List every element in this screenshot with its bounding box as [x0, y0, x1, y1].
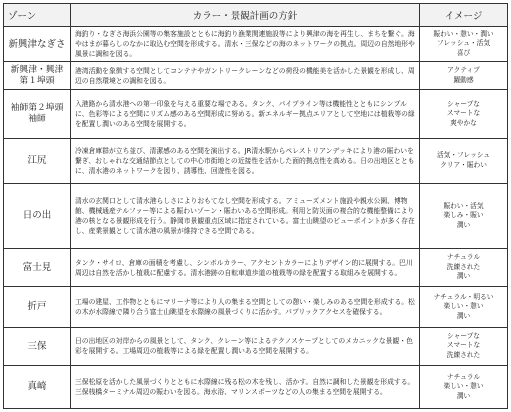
image-cell — [420, 138, 508, 183]
policy-cell: 三保松原を活かした風景づくりとともに水際線に残る松の木を残し、活かす。自然に調和した景観を形成する。三保桟橋ターミナル周辺の賑わいを図る。海水浴、マリンスポーツなどの人の集まる空間を展開する。 — [71, 365, 420, 408]
zone-name: 三保 — [27, 340, 47, 352]
policy-cell: 工場の建屋、工作物とともにマリーナ等により人の集まる空間としての憩い・楽しみのある空間を形成する。松の木が水際線で隣り合う富士山眺望を水際線の風景づくりに活かす。パブリックアクセスを確保する。 — [71, 287, 420, 327]
zone-policy-table — [3, 3, 508, 409]
policy-cell: 冷凍倉庫群が立ち並び、清潔感のある空間を演出する。JR清水駅からペレストリアンデッキにより港の賑わいを繋ぎ、おしゃれな交通結節点としての中心市街地との近接性を活かした面的拠点性を高める。日の出地区とともに、清水港のネットワークを図り、誘導性、回遊性を図る。 — [71, 138, 420, 183]
image-keyword: 楽しみ・賑い — [443, 211, 484, 220]
image-cell — [420, 249, 508, 287]
zone-cell — [4, 90, 71, 138]
table-row — [4, 138, 508, 183]
table-row — [4, 183, 508, 248]
image-keyword: ナチュラル — [446, 253, 481, 262]
image-keyword: 洗練された — [446, 350, 481, 359]
zone-name: 真崎 — [27, 381, 47, 393]
policy-cell: 海釣り・なぎさ海浜公園等の集客施設とともに海釣り漁業関連施設等により興津の海を再生し、まちを繋ぐ。海やはまが暮らしのなかに取込む空間を形成する。清水・三保などの海のネットワークの拠点。周辺の自然地形や風景に調和を図る。 — [71, 27, 420, 62]
zone-cell — [4, 287, 71, 327]
image-keyword: クリア・賑わい — [440, 160, 487, 169]
image-keyword: スマートな — [446, 109, 481, 118]
zone-name: 袖師第２埠頭 — [10, 102, 64, 113]
header-image: イメージ — [420, 4, 508, 27]
image-keyword: 潤い — [456, 311, 471, 320]
image-keyword: シャープな — [447, 99, 480, 108]
image-keyword: 賑わい・憩い・潤い — [433, 29, 494, 38]
table-row — [4, 365, 508, 408]
zone-name: 袖師 — [28, 113, 46, 124]
table-row — [4, 327, 508, 365]
table-body — [4, 27, 508, 409]
image-keyword: 楽しい・憩い — [443, 302, 484, 311]
policy-cell: 港湾活動を象徴する空間としてコンテナやガントリークレーンなどの荷役の機能美を活かした景観を形成し、周辺の自然環境との調和を図る。 — [71, 62, 420, 90]
table-row — [4, 62, 508, 90]
image-keyword: シャープな — [447, 331, 480, 340]
table-row — [4, 27, 508, 62]
image-keyword: アクティブ — [447, 66, 480, 75]
image-cell — [420, 365, 508, 408]
zone-cell — [4, 62, 71, 90]
zone-cell — [4, 365, 71, 408]
policy-cell: 入港路から清水港への第一印象を与える重要な場である。タンク、パイプライン等は機能性とともにシンプルに、色彩等による空間にリズム感のある空間形成に努める。新エネルギー拠点エリアとして空地には植栽等の緑を配置し潤いのある空間を展開する。 — [71, 90, 420, 138]
table-row — [4, 249, 508, 287]
image-keyword: 楽しい・憩い — [443, 382, 484, 391]
image-keyword: 潤い — [456, 220, 471, 229]
zone-name: 第１埠頭 — [19, 75, 55, 86]
zone-cell — [4, 249, 71, 287]
header-policy: カラー・景観計画の方針 — [71, 4, 420, 27]
image-keyword: ナチュラル・明るい — [433, 292, 494, 301]
zone-cell — [4, 138, 71, 183]
zone-name: 富士見 — [22, 262, 52, 274]
table-row — [4, 287, 508, 327]
policy-cell: 清水の玄関口として清水港らしさによりおもてなし空間を形成する。アミューズメント施設や親水公園、博物館、機械通産テルファー等による賑わいゾーン・賑わいある空間形成。利用と防災面の複合的な機能整備により港の核となる景観形成を行う。静岡市景観重点区域に指定されている。富士山眺望のビューポイントが多く存在し、産業景観として清水港の風景が維持できる空間である。 — [71, 183, 420, 248]
policy-cell: タンク・サイロ、倉庫の面積を考慮し、シンボルカラー、アクセントカラーによりデザイン的に展開する。巴川周辺は自然を活かし植栽に配慮する。清水港跡の自転車道歩道の植栽等の緑を配置する取組みを展開する。 — [71, 249, 420, 287]
image-cell — [420, 90, 508, 138]
image-cell — [420, 327, 508, 365]
image-cell — [420, 62, 508, 90]
image-keyword: フレッシュ・活気 — [436, 39, 491, 48]
image-keyword: 洗練された — [446, 262, 481, 271]
image-cell — [420, 27, 508, 62]
image-keyword: 潤い — [456, 391, 471, 400]
header-zone: ゾーン — [4, 4, 71, 27]
image-keyword: 躍動感 — [453, 75, 474, 84]
zone-name: 日の出 — [22, 210, 52, 222]
table-header-row — [4, 4, 508, 27]
policy-cell: 日の出地区の対岸からの風景として、タンク、クレーン等によるテクノスケープとしてのメカニックな景観・色彩を展開する。工場周辺の植栽等による緑を配置し潤いある空間を展開する。 — [71, 327, 420, 365]
zone-name: 新興津・興津 — [10, 64, 64, 75]
image-keyword: 喜び — [456, 48, 471, 57]
zone-name: 江尻 — [27, 155, 47, 167]
image-keyword: 爽やかな — [450, 118, 477, 127]
image-keyword: 賑わい・活気 — [443, 201, 484, 210]
image-cell — [420, 287, 508, 327]
zone-name: 折戸 — [27, 301, 47, 313]
image-keyword: ナチュラル — [446, 372, 481, 381]
zone-cell — [4, 27, 71, 62]
image-keyword: 潤い — [456, 272, 471, 281]
image-keyword: スマートな — [446, 341, 481, 350]
table-row — [4, 90, 508, 138]
zone-cell — [4, 183, 71, 248]
image-cell — [420, 183, 508, 248]
image-keyword: 活気・フレッシュ — [436, 151, 491, 160]
zone-name: 新興津なぎさ — [8, 38, 66, 50]
zone-cell — [4, 327, 71, 365]
